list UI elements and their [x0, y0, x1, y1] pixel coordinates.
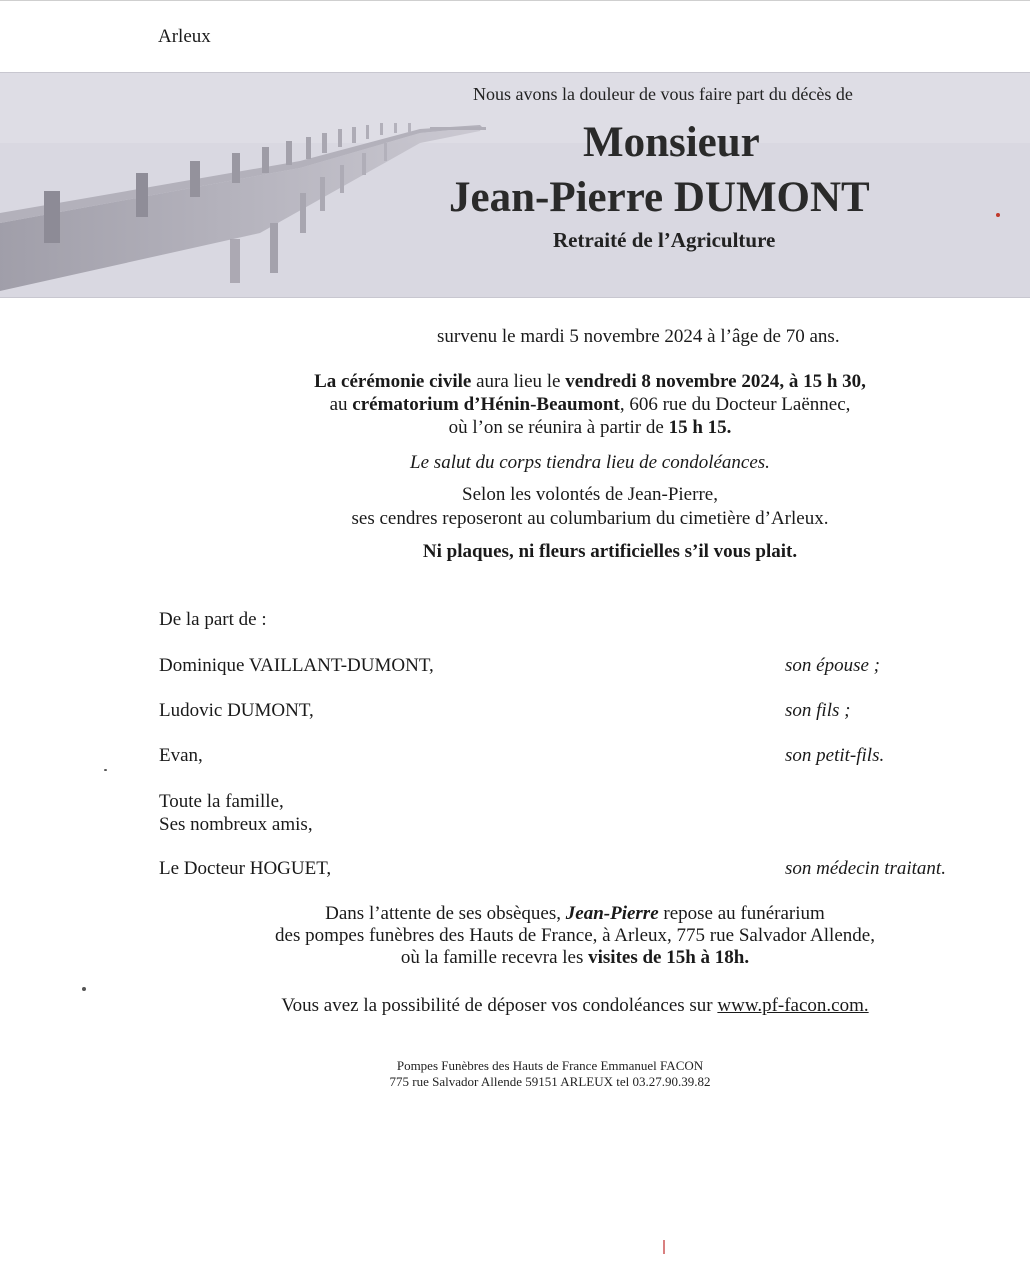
ceremony-date: vendredi 8 novembre 2024, à 15 h 30, — [565, 371, 866, 392]
family-member-relation: son fils ; — [785, 700, 851, 721]
meeting-time: 15 h 15. — [668, 417, 732, 438]
family-member-relation: son épouse ; — [785, 655, 880, 676]
death-date-line — [300, 326, 1030, 348]
family-others-line-2: Ses nombreux amis, — [159, 814, 313, 835]
ceremony-place-line — [220, 393, 960, 416]
family-intro: De la part de : — [159, 609, 267, 630]
scan-speck — [663, 1240, 665, 1254]
place-prefix: au — [329, 394, 353, 415]
place-address: , 606 rue du Docteur Laënnec, — [619, 394, 851, 415]
wishes-line-2: ses cendres reposeront au columbarium du cimetière d’Arleux. — [351, 508, 829, 529]
family-others — [159, 790, 313, 836]
family-member-name: Evan, — [159, 745, 203, 766]
page-top-edge — [0, 0, 1030, 1]
meeting-prefix: où l’on se réunira à partir de — [448, 417, 669, 438]
condolences-link[interactable]: www.pf-facon.com. — [717, 995, 869, 1016]
town-name: Arleux — [158, 26, 211, 47]
visiting-hours: visites de 15h à 18h. — [588, 947, 750, 968]
scan-speck — [82, 987, 86, 991]
scan-speck — [104, 769, 107, 771]
footer-line-1: Pompes Funèbres des Hauts de France Emmanuel FACON — [396, 1058, 704, 1073]
family-others-line-1: Toute la famille, — [159, 791, 284, 812]
rest-line-1 — [160, 903, 990, 925]
ceremony-connector: aura lieu le — [471, 371, 566, 392]
deceased-civility: Monsieur — [583, 119, 760, 166]
wishes-line-1: Selon les volontés de Jean-Pierre, — [462, 484, 718, 505]
ceremony-type: La cérémonie civile — [314, 371, 472, 392]
family-member-name: Ludovic DUMONT, — [159, 700, 314, 721]
deceased-title: Retraité de l’Agriculture — [553, 228, 776, 252]
wishes-block — [220, 483, 960, 531]
rest-block — [160, 903, 990, 969]
place-name: crématorium d’Hénin-Beaumont — [352, 394, 620, 415]
rest-line-1-name: Jean-Pierre — [565, 903, 659, 924]
footer-line-2: 775 rue Salvador Allende 59151 ARLEUX tel 03.27.90.39.82 — [389, 1074, 711, 1089]
doctor-relation: son médecin traitant. — [785, 858, 946, 879]
footer-address — [300, 1058, 800, 1090]
family-member-relation: son petit-fils. — [785, 745, 885, 766]
scan-speck — [996, 213, 1000, 217]
deceased-name: Jean-Pierre DUMONT — [449, 174, 870, 221]
rest-line-1-prefix: Dans l’attente de ses obsèques, — [325, 903, 566, 924]
banner-intro: Nous avons la douleur de vous faire part du décès de — [473, 84, 853, 104]
meeting-line — [220, 416, 960, 439]
rest-line-2: des pompes funèbres des Hauts de France, à Arleux, 775 rue Salvador Allende, — [275, 925, 875, 946]
no-flowers-line: Ni plaques, ni fleurs artificielles s’il vous plait. — [422, 541, 798, 562]
ceremony-block — [220, 370, 960, 439]
salut-line: Le salut du corps tiendra lieu de condoléances. — [410, 452, 770, 473]
family-member-name: Dominique VAILLANT-DUMONT, — [159, 655, 434, 676]
doctor-name: Le Docteur HOGUET, — [159, 858, 332, 879]
condolences-text: Vous avez la possibilité de déposer vos condoléances sur — [281, 995, 718, 1016]
rest-line-1-suffix: repose au funérarium — [658, 903, 825, 924]
death-date-text: survenu le mardi 5 novembre 2024 à l’âge de 70 ans. — [437, 326, 840, 347]
condolences-line — [160, 995, 990, 1017]
ceremony-line — [220, 370, 960, 393]
rest-line-3-prefix: où la famille recevra les — [400, 947, 589, 968]
rest-line-3 — [160, 947, 990, 969]
